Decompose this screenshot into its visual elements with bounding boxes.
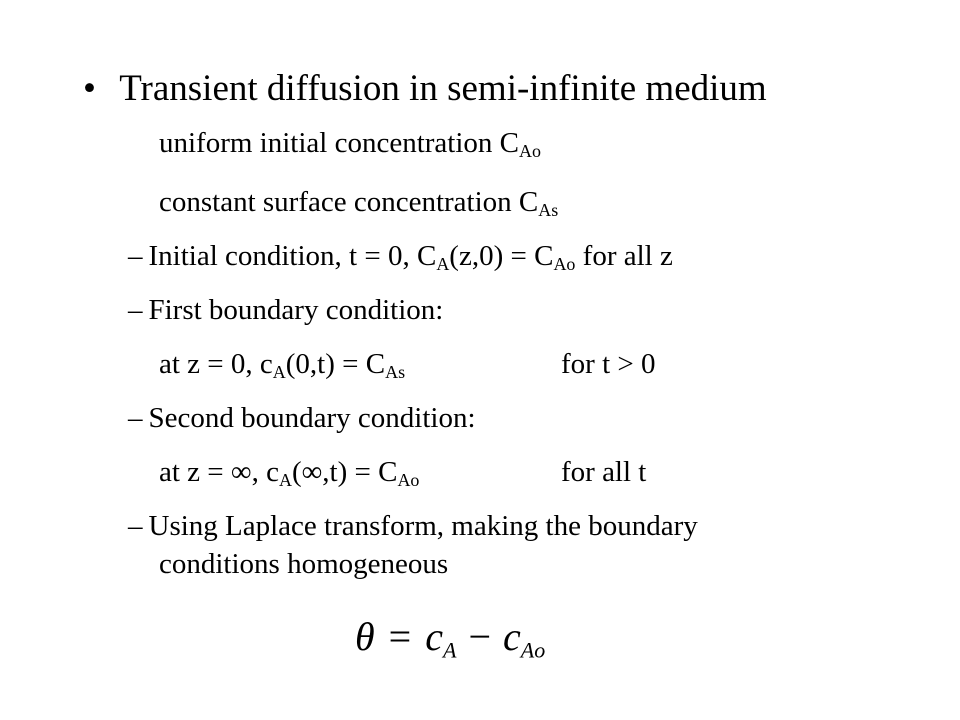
laplace-item-continued: conditions homogeneous: [159, 548, 449, 580]
first-boundary-time: for t > 0: [561, 348, 656, 380]
first-boundary-item: – First boundary condition:: [128, 294, 444, 326]
theta-symbol: θ: [355, 614, 375, 659]
second-boundary-item: – Second boundary condition:: [128, 402, 476, 434]
second-boundary-equation: at z = ∞, $c_A(\infty,t) = C_{Ao}$ for all t: [159, 456, 647, 491]
initial-concentration-line: uniform initial concentration $C_{Ao}$: [159, 127, 541, 162]
title-line: [83, 70, 767, 107]
surface-concentration-line: constant surface concentration $C_{As}$: [159, 186, 559, 221]
dash-icon: –: [128, 294, 143, 326]
second-boundary-time: for all t: [561, 456, 647, 488]
dash-icon: –: [128, 402, 143, 434]
first-boundary-equation: at z = 0, $c_A(0,t) = C_{As}$ for t > 0: [159, 348, 656, 383]
slide-title: Transient diffusion in semi-infinite medium: [119, 68, 767, 109]
bullet-icon: •: [83, 68, 96, 109]
dash-icon: –: [128, 240, 143, 272]
initial-condition-item: – Initial condition, t = 0, $C_A(z,0) = C_{Ao}$ for all z: [128, 240, 673, 275]
laplace-item: – Using Laplace transform, making the boundary: [128, 510, 698, 542]
theta-equation: $\theta = c_A - c_{Ao}$: [355, 614, 546, 663]
dash-icon: –: [128, 510, 143, 542]
